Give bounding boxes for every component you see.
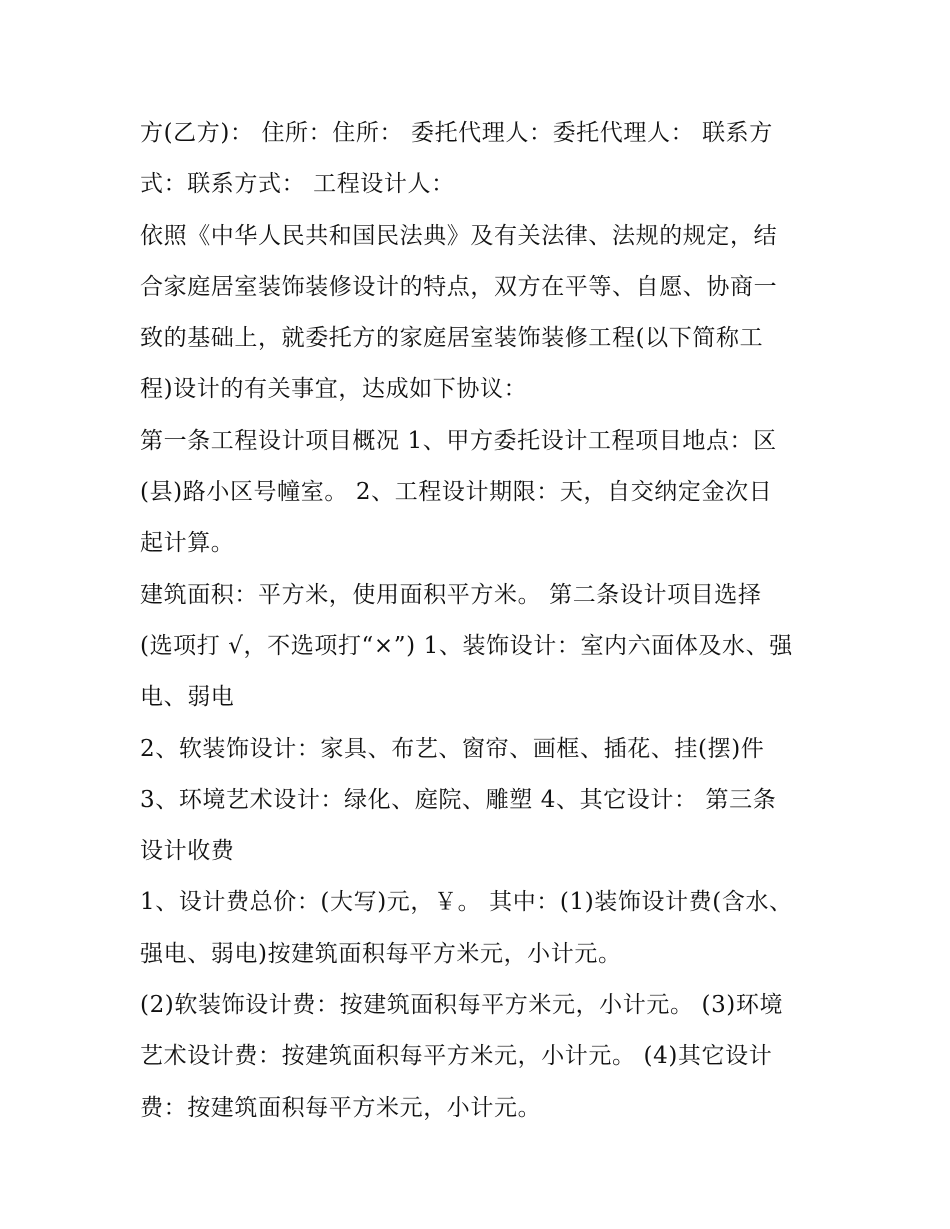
text-line: (2)软装饰设计费：按建筑面积每平方米元，小计元。 (3)环境 — [140, 992, 784, 1019]
text-line: 第一条工程设计项目概况 1、甲方委托设计工程项目地点：区 — [140, 427, 777, 454]
text-line: 依照《中华人民共和国民法典》及有关法律、法规的规定，结 — [140, 222, 778, 249]
text-line: 1、设计费总价：(大写)元，￥。 其中：(1)装饰设计费(含水、 — [140, 889, 793, 916]
text-line: 3、环境艺术设计：绿化、庭院、雕塑 4、其它设计： 第三条 — [140, 786, 777, 813]
text-line: 电、弱电 — [140, 684, 235, 711]
text-line: 2、软装饰设计：家具、布艺、窗帘、画框、插花、挂(摆)件 — [140, 735, 765, 762]
text-line: 式：联系方式： 工程设计人： — [140, 171, 455, 198]
text-line: 方(乙方)： 住所：住所： 委托代理人：委托代理人： 联系方 — [140, 120, 773, 146]
text-line: 程)设计的有关事宜，达成如下协议： — [140, 376, 528, 403]
text-line: 强电、弱电)按建筑面积每平方米元，小计元。 — [140, 940, 622, 967]
text-line: 建筑面积：平方米，使用面积平方米。 第二条设计项目选择 — [140, 581, 762, 608]
text-line: 合家庭居室装饰装修设计的特点，双方在平等、自愿、协商一 — [140, 273, 778, 300]
text-line: 设计收费 — [140, 838, 235, 865]
text-line: 艺术设计费：按建筑面积每平方米元，小计元。 (4)其它设计 — [140, 1043, 773, 1070]
text-line: (县)路小区号幢室。 2、工程设计期限：天，自交纳定金次日 — [140, 479, 773, 506]
text-line: 起计算。 — [140, 530, 235, 557]
text-line: 致的基础上，就委托方的家庭居室装饰装修工程(以下简称工 — [140, 325, 764, 352]
document-body — [140, 108, 820, 1134]
text-line: 费：按建筑面积每平方米元，小计元。 — [140, 1094, 542, 1121]
text-line: (选项打 √，不选项打“×”) 1、装饰设计：室内六面体及水、强 — [140, 632, 793, 659]
